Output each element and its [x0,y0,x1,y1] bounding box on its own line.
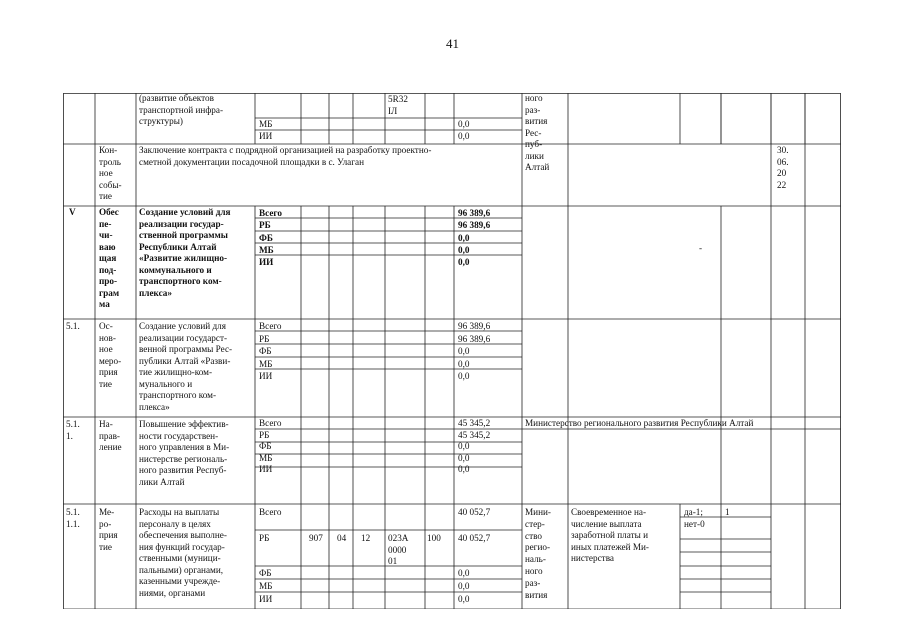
activity-executor-line: раз- [525,577,541,588]
subprogram-sources-line: ИИ [259,257,274,267]
event-kind-line: троль [99,156,121,167]
subprogram-kind-line: под- [99,264,117,275]
subprogram-name-line: реализации государ- [139,218,224,229]
executor-continuation-line: Рес- [525,127,542,138]
direction-executor: Министерство регионального развития Республики Алтай [525,418,754,428]
subprogram-kind-line: грам [99,287,120,298]
main-activity-name [139,321,232,413]
main-activity-sources-line: МБ [259,358,273,369]
activity-unit-line: да-1; [684,507,703,517]
subprogram-values-line: 96 389,6 [458,208,491,218]
main-activity-name-line: мунального и [139,378,193,389]
executor-continuation-line: раз- [525,104,541,115]
activity-name-line: ниями, органами [139,587,206,598]
main-activity-kind-line: Ос- [99,321,113,331]
main-activity-sources [259,320,282,383]
main-activity-values-line: 0,0 [458,358,470,369]
activity-kind-line: Ме- [99,507,115,517]
activity-indicator [571,507,649,565]
activity-name-line: пальными) органами, [139,564,224,575]
event-kind-line: ное [99,168,113,178]
activity-value-mb: 0,0 [458,581,470,591]
activity-value-total: 40 052,7 [458,507,491,517]
subprogram-kind-line: ваю [99,241,116,252]
subprogram-kind-line: ма [99,299,110,309]
direction-values-line: 45 345,2 [458,418,491,428]
event-date [777,145,788,191]
subprogram-name-line: «Развитие жилищно- [139,253,228,263]
main-activity-sources-line: ФБ [259,346,272,356]
activity-base-value: 1 [725,507,730,517]
direction-number-line: 5.1. [66,419,80,429]
main-activity-sources-line: ИИ [259,371,273,381]
main-activity-kind [99,321,121,390]
executor-continuation-line: ного [525,93,543,103]
direction-name-line: ности государствен- [139,430,219,441]
direction-sources-line: ФБ [259,441,272,451]
activity-rz: 04 [337,533,347,543]
subprogram-name-line: ственной программы [139,230,228,240]
activity-csr-line: 0000 [388,544,407,555]
subprogram-kind-line: щая [99,253,117,263]
activity-csr-line: 023А [388,533,409,543]
main-activity-name-line: Создание условий для [139,321,226,331]
main-activity-sources-line: Всего [259,321,282,331]
direction-sources-line: РБ [259,429,270,440]
event-kind [99,145,122,203]
subprogram-sources-line: РБ [259,220,271,231]
activity-source-rb: РБ [259,533,270,543]
executor-continuation-line: пуб- [525,139,543,149]
direction-values-line: 45 345,2 [458,429,491,440]
plan-table [63,93,841,609]
activity-executor-line: регио- [525,542,551,553]
continuation-name [139,93,251,128]
page-number: 41 [446,36,459,51]
activity-indicator-line: нистерства [571,553,614,563]
direction-sources-line: ИИ [259,464,273,474]
subprogram-name-line: плекса» [139,287,172,298]
dash-mark: - [699,243,703,253]
value-ii: 0,0 [458,131,470,141]
direction-values-line: 0,0 [458,452,470,463]
activity-executor-line: ного [525,565,543,576]
executor-continuation-line: вития [525,116,548,126]
event-date-line: 06. [777,156,789,167]
subprogram-kind [99,207,119,311]
direction-values [458,418,490,476]
direction-sources-line: Всего [259,418,282,428]
direction-number [66,419,80,442]
event-text-line: сметной документации посадочной площадки в с. Улаган [139,156,365,167]
activity-source-fb: ФБ [259,568,272,578]
main-activity-kind-line: прия [99,367,118,377]
main-activity-name-line: реализации государст- [139,332,228,343]
activity-number-line: 1.1. [66,518,80,529]
csr-code-line: 5R32 [388,94,408,104]
subprogram-kind-line: чи- [99,230,113,240]
activity-csr [388,533,408,568]
event-date-line: 30. [777,145,789,155]
subprogram-sources-line: ФБ [259,232,273,243]
main-activity-values-line: 0,0 [458,371,470,381]
subprogram-sources-line: МБ [259,244,274,255]
activity-name-line: ния функций государ- [139,541,225,552]
activity-unit [684,507,705,530]
main-activity-name-line: публики Алтай «Разви- [139,355,231,366]
continuation-name-line: структуры) [139,116,183,126]
activity-kind-line: ро- [99,518,112,529]
direction-number-line: 1. [66,430,73,441]
value-mb: 0,0 [458,119,470,129]
activity-value-rb: 40 052,7 [458,533,491,543]
main-activity-kind-line: тие [99,378,113,389]
continuation-name-line: (развитие объектов [139,93,214,103]
subprogram-values-line: 0,0 [458,244,470,255]
activity-unit-line: нет-0 [684,518,705,529]
subprogram-name-line: транспортного ком- [139,276,222,286]
executor-continuation-line: лики [525,150,544,161]
event-date-line: 20 [777,168,787,178]
main-activity-values-line: 96 389,6 [458,321,491,331]
subprogram-name [139,207,230,299]
activity-pr: 12 [361,533,371,543]
activity-executor-line: наль- [525,554,546,565]
activity-name-line: персоналу в целях [139,518,211,529]
activity-source-total: Всего [259,507,282,517]
subprogram-values [458,207,490,268]
direction-kind-line: ление [99,442,122,452]
event-text [139,145,431,168]
main-activity-name-line: плекса» [139,401,170,412]
activity-number-line: 5.1. [66,507,80,517]
subprogram-sources [259,207,282,268]
subprogram-number: V [69,207,76,217]
direction-name-line: нистерстве региональ- [139,453,228,464]
executor-continuation-line: Алтай [525,162,550,172]
direction-name-line: ного развития Респуб- [139,465,227,475]
subprogram-kind-line: про- [99,276,118,286]
subprogram-name-line: Республики Алтай [139,241,217,252]
activity-vr: 100 [427,533,441,543]
activity-name-line: Расходы на выплаты [139,507,220,517]
main-activity-name-line: тие жилищно-ком- [139,367,213,377]
main-activity-sources-line: РБ [259,333,270,344]
main-activity-values-line: 96 389,6 [458,333,491,344]
main-activity-values-line: 0,0 [458,346,470,356]
event-kind-line: собы- [99,179,122,190]
activity-value-fb: 0,0 [458,568,470,578]
activity-kind-line: прия [99,530,118,540]
activity-name-line: обеспечения выполне- [139,530,227,540]
activity-grbs: 907 [309,533,323,543]
activity-kind [99,507,118,553]
activity-value-ii: 0,0 [458,594,470,604]
continuation-name-line: транспортной инфра- [139,104,224,115]
main-activity-number: 5.1. [66,321,80,331]
direction-kind-line: На- [99,419,113,429]
subprogram-values-line: 0,0 [458,232,470,243]
activity-name-line: ственными (муници- [139,553,221,563]
activity-csr-line: 01 [388,556,398,566]
event-text-line: Заключение контракта с подрядной организацией на разработку проектно- [139,145,432,155]
subprogram-name-line: коммунального и [139,264,212,275]
subprogram-name-line: Создание условий для [139,207,231,217]
csr-code [388,94,408,117]
subprogram-sources-line: Всего [259,208,282,218]
main-activity-values [458,320,490,383]
activity-indicator-line: заработной платы и [571,530,649,540]
activity-number [66,507,80,530]
direction-name-line: Повышение эффектив- [139,419,229,429]
activity-executor-line: ство [525,530,542,541]
activity-kind-line: тие [99,541,113,552]
activity-name [139,507,227,599]
source-ii: ИИ [259,131,273,141]
direction-name-line: лики Алтай [139,476,185,487]
main-activity-name-line: венной программы Рес- [139,344,233,354]
executor-continuation [525,93,549,174]
activity-executor-line: стер- [525,518,545,529]
main-activity-kind-line: меро- [99,355,122,366]
direction-kind-line: прав- [99,430,120,441]
activity-indicator-line: числение выплата [571,518,642,529]
main-activity-name-line: транспортного ком- [139,390,217,400]
main-activity-kind-line: нов- [99,332,116,343]
direction-name [139,419,229,488]
event-kind-line: тие [99,191,113,201]
main-activity-kind-line: ное [99,344,113,354]
activity-indicator-line: Своевременное на- [571,507,647,517]
activity-source-ii: ИИ [259,594,273,604]
activity-indicator-line: иных платежей Ми- [571,541,649,552]
event-date-line: 22 [777,179,787,190]
subprogram-values-line: 96 389,6 [458,220,491,231]
subprogram-kind-line: Обес [99,207,119,217]
direction-sources-line: МБ [259,452,273,463]
direction-values-line: 0,0 [458,441,470,451]
activity-executor-line: Мини- [525,507,551,517]
subprogram-values-line: 0,0 [458,257,470,267]
csr-code-line: IЛ [388,105,398,116]
activity-executor-line: вития [525,589,548,600]
activity-source-mb: МБ [259,581,273,591]
direction-values-line: 0,0 [458,464,470,474]
direction-name-line: ного управления в Ми- [139,442,230,452]
source-mb: МБ [259,119,273,129]
subprogram-kind-line: пе- [99,218,112,229]
direction-kind [99,419,122,454]
event-kind-line: Кон- [99,145,118,155]
activity-executor [525,507,551,601]
activity-name-line: казенными учрежде- [139,576,221,586]
direction-sources [259,418,282,476]
